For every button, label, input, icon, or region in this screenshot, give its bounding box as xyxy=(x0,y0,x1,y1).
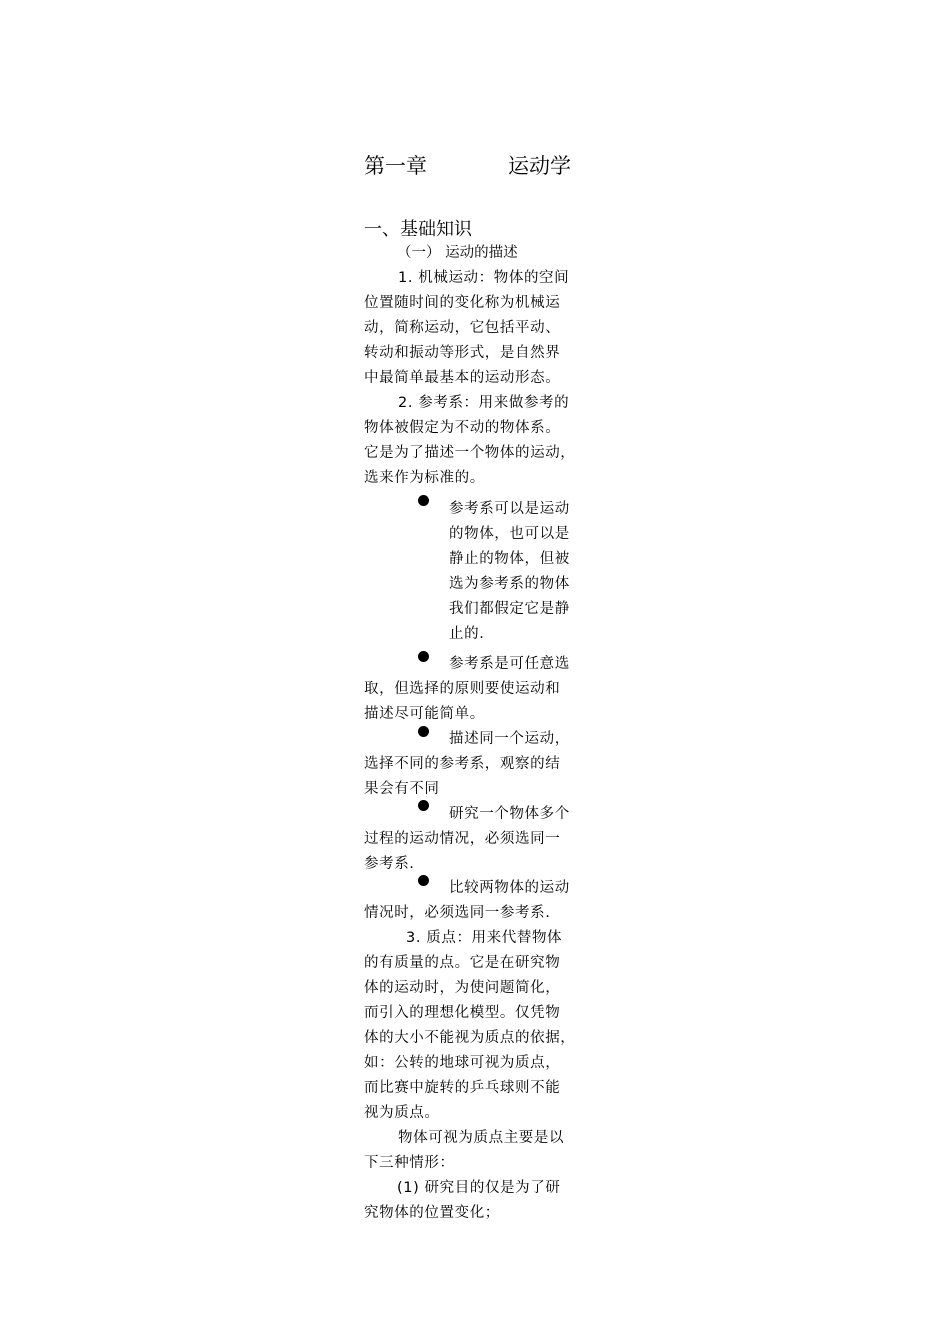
section-heading: 一、基础知识 xyxy=(364,219,472,240)
bullet2-line: 参考系是可任意选 xyxy=(449,656,570,672)
section-subheading: （一） 运动的描述 xyxy=(397,245,518,261)
bullet-dot xyxy=(418,651,429,662)
bullet-dot xyxy=(418,875,429,886)
item3-line: 的有质量的点。它是在研究物 xyxy=(364,955,561,971)
bullet1-line: 止的. xyxy=(449,626,485,642)
case1-line: 究物体的位置变化； xyxy=(364,1205,500,1221)
item2-line: 选来作为标准的。 xyxy=(364,470,485,486)
item3-line: 如：公转的地球可视为质点， xyxy=(364,1055,561,1071)
item2-line: 它是为了描述一个物体的运动， xyxy=(364,445,576,461)
item1-line: 转动和振动等形式，是自然界 xyxy=(364,345,561,361)
bullet1-line: 我们都假定它是静 xyxy=(449,601,570,617)
bullet1-line: 参考系可以是运动 xyxy=(449,501,570,517)
item1-line: 中最简单最基本的运动形态。 xyxy=(364,370,561,386)
bullet3-line: 描述同一个运动， xyxy=(449,731,570,747)
bullet-dot xyxy=(418,495,429,506)
item1-line: 位置随时间的变化称为机械运 xyxy=(364,295,561,311)
bullet1-line: 的物体，也可以是 xyxy=(449,526,570,542)
case1-line: (1) 研究目的仅是为了研 xyxy=(397,1180,561,1196)
bullet4-line: 研究一个物体多个 xyxy=(449,806,570,822)
item1-line: 1. 机械运动：物体的空间 xyxy=(398,270,570,286)
bullet3-line: 果会有不同 xyxy=(364,781,440,797)
item2-line: 物体被假定为不动的物体系。 xyxy=(364,420,561,436)
bullet1-line: 静止的物体，但被 xyxy=(449,551,570,567)
bullet2-line: 取，但选择的原则要使运动和 xyxy=(364,681,561,697)
chapter-number: 第一章 xyxy=(364,154,427,178)
bullet4-line: 参考系. xyxy=(364,856,415,872)
item2-line: 2. 参考系：用来做参考的 xyxy=(398,395,570,411)
bullet-dot xyxy=(418,800,429,811)
item3-line: 3. 质点：用来代替物体 xyxy=(406,930,563,946)
bullet5-line: 情况时，必须选同一参考系. xyxy=(364,905,551,921)
bullet4-line: 过程的运动情况，必须选同一 xyxy=(364,831,561,847)
bullet5-line: 比较两物体的运动 xyxy=(449,880,570,896)
bullet1-line: 选为参考系的物体 xyxy=(449,576,570,592)
bullet3-line: 选择不同的参考系，观察的结 xyxy=(364,756,561,772)
chapter-title: 运动学 xyxy=(508,154,571,178)
bullet-dot xyxy=(418,726,429,737)
bullet2-line: 描述尽可能简单。 xyxy=(364,706,485,722)
item3-line: 体的运动时，为使问题简化， xyxy=(364,980,561,996)
item3-line: 视为质点。 xyxy=(364,1105,440,1121)
item3-line: 体的大小不能视为质点的依据， xyxy=(364,1030,576,1046)
item1-line: 动，简称运动，它包括平动、 xyxy=(364,320,561,336)
item3-line: 而引入的理想化模型。仅凭物 xyxy=(364,1005,561,1021)
cases-intro-line: 下三种情形： xyxy=(364,1155,455,1171)
item3-line: 而比赛中旋转的乒乓球则不能 xyxy=(364,1080,561,1096)
cases-intro-line: 物体可视为质点主要是以 xyxy=(398,1130,565,1146)
